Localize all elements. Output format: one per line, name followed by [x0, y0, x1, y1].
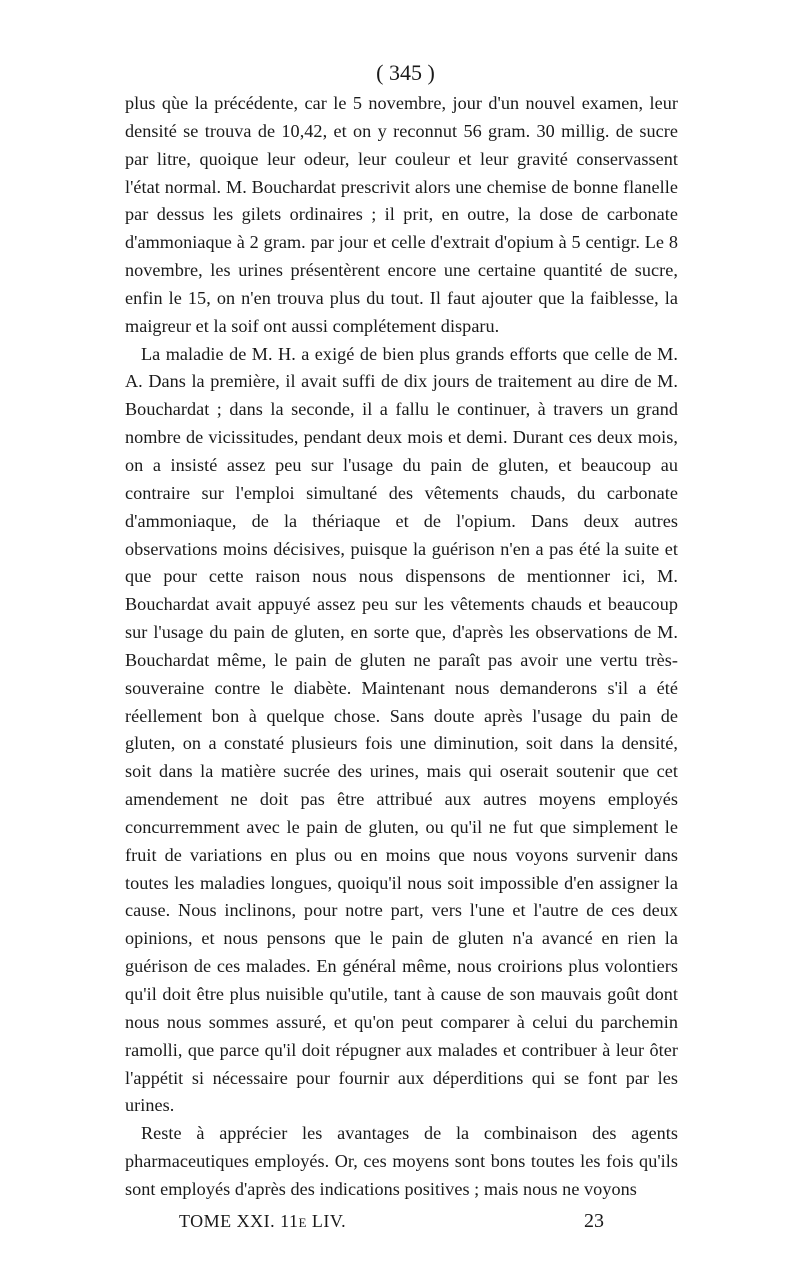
signature-mark: TOME XXI. 11e LIV. — [179, 1210, 347, 1231]
paragraph-2: La maladie de M. H. a exigé de bien plus grands efforts que celle de M. A. Dans la première, il avait suffi de dix jours de traitement au dire de M. Bouchardat ; dans la seconde, il a fallu le continuer, à travers un grand nombre de vicissitudes, pendant deux mois et demi. Durant ces deux mois, on a insisté assez peu sur l'usage du pain de gluten, et beaucoup au contraire sur l'emploi simultané des vêtements chauds, du carbonate d'ammoniaque, de la thériaque et de l'opium. Dans deux autres observations moins décisives, puisque la guérison n'en a pas été la suite et que pour cette raison nous nous dispensons de mentionner ici, M. Bouchardat avait appuyé assez peu sur les vêtements chauds et beaucoup sur l'usage du pain de gluten, en sorte que, d'après les observations de M. Bouchardat même, le pain de gluten ne paraît pas avoir une vertu très-souveraine contre le diabète. Maintenant nous demanderons s'il a été réellement bon à quelque chose. Sans doute après l'usage du pain de gluten, on a constaté plusieurs fois une diminution, soit dans la densité, soit dans la matière sucrée des urines, mais qui oserait soutenir que cet amendement ne doit pas être attribué aux autres moyens employés concurremment avec le pain de gluten, ou qu'il ne fut que simplement le fruit de variations en plus ou en moins que nous voyons survenir dans toutes les maladies longues, quoiqu'il nous soit impossible d'en assigner la cause. Nous inclinons, pour notre part, vers l'une et l'autre de ces deux opinions, et nous pensons que le pain de gluten n'a avancé en rien la guérison de ces malades. En général même, nous croirions plus volontiers qu'il doit être plus nuisible qu'utile, tant à cause de son mauvais goût dont nous nous sommes assuré, et qu'on peut comparer à celui du parchemin ramolli, que parce qu'il doit répugner aux malades et contribuer à leur ôter l'appétit si nécessaire pour fournir aux déperditions qui se font par les urines. — [125, 343, 678, 1116]
sheet-number: 23 — [584, 1209, 604, 1232]
book-page — [125, 58, 678, 1236]
page-number: ( 345 ) — [376, 60, 435, 85]
body-text — [125, 90, 678, 1204]
page-footer — [125, 1206, 678, 1236]
paragraph-1: plus qùe la précédente, car le 5 novembre, jour d'un nouvel examen, leur densité se trouva de 10,42, et on y reconnut 56 gram. 30 millig. de sucre par litre, quoique leur odeur, leur couleur et leur gravité conservassent l'état normal. M. Bouchardat prescrivit alors une chemise de bonne flanelle par dessus les gilets ordinaires ; il prit, en outre, la dose de carbonate d'ammoniaque à 2 gram. par jour et celle d'extrait d'opium à 5 centigr. Le 8 novembre, les urines présentèrent encore une certaine quantité de sucre, enfin le 15, on n'en trouva plus du tout. Il faut ajouter que la faiblesse, la maigreur et la soif ont aussi complétement disparu. — [125, 93, 678, 336]
paragraph-3: Reste à apprécier les avantages de la combinaison des agents pharmaceutiques employés. Or, ces moyens sont bons toutes les fois qu'ils sont employés d'après des indications positives ; mais nous ne voyons — [125, 1123, 678, 1199]
